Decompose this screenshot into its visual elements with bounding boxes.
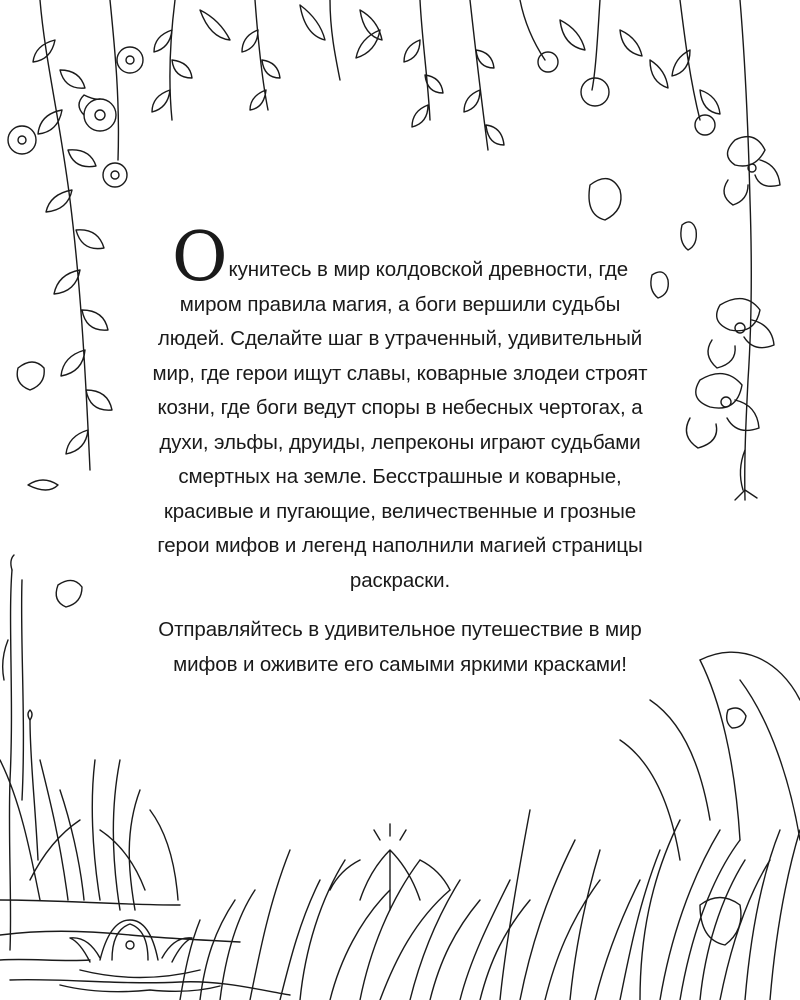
drop-cap-letter: О	[171, 218, 228, 297]
intro-paragraph-1	[150, 218, 650, 598]
intro-paragraph-1-text: кунитесь в мир колдовской древности, где миром правила магия, а боги вершили судьбы людей. Сделайте шаг в утраченный, удивительный мир, где герои ищут славы, коварные злодеи строят козни, где боги ведут споры в небесных чертогах, а духи, эльфы, друиды, лепреконы играют судьбами смертных на земле. Бесстрашные и коварные, красивые и пугающие, величественные и грозные герои мифов и легенд наполнили магией страницы раскраски.	[152, 258, 648, 592]
grass-bottom	[180, 652, 800, 1000]
intro-paragraph-2: Отправляйтесь в удивительное путешествие в мир мифов и оживите его самыми яркими красками!	[158, 618, 642, 676]
intro-text-block	[150, 218, 650, 682]
hanging-flowers-right	[686, 137, 780, 500]
